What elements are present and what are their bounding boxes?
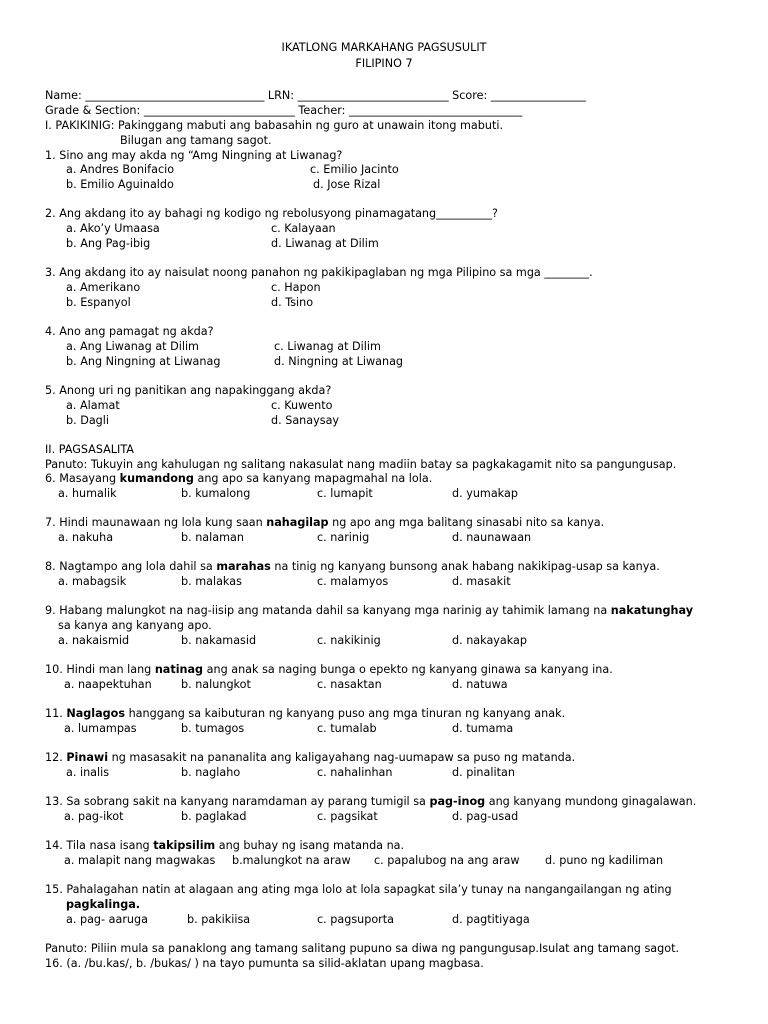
q7-choice-d: d. naunawaan	[452, 531, 532, 544]
q4-choice-a: a. Ang Liwanag at Dilim	[66, 340, 199, 353]
q12-choice-d: d. pinalitan	[452, 766, 515, 779]
q5-choice-c: c. Kuwento	[271, 399, 333, 412]
question-6-stem: 6. Masayang kumandong ang apo sa kanyang mapagmahal na lola.	[45, 472, 433, 485]
emphasized-word: natinag	[154, 663, 204, 676]
q11-choice-c: c. tumalab	[317, 722, 377, 735]
q1-choice-d: d. Jose Rizal	[313, 178, 381, 191]
part1-subinstruction: Bilugan ang tamang sagot.	[120, 134, 272, 147]
q3-choice-d: d. Tsino	[271, 296, 314, 309]
q8-choice-c: c. malamyos	[317, 575, 389, 588]
q3-choice-b: b. Espanyol	[66, 296, 131, 309]
emphasized-word: kumandong	[119, 472, 194, 485]
q14-choice-a: a. malapit nang magwakas	[64, 854, 216, 867]
emphasized-word: nakatunghay	[610, 604, 693, 617]
q2-choice-c: c. Kalayaan	[271, 222, 336, 235]
q12-choice-b: b. naglaho	[181, 766, 241, 779]
q14-choice-b: b.malungkot na araw	[232, 854, 351, 867]
q7-choice-b: b. nalaman	[181, 531, 244, 544]
q5-choice-b: b. Dagli	[66, 414, 110, 427]
question-7-stem: 7. Hindi maunawaan ng lola kung saan nahagilap ng apo ang mga balitang sinasabi nito sa kanya.	[45, 516, 605, 529]
q13-choice-b: b. paglakad	[181, 810, 247, 823]
q9-choice-d: d. nakayakap	[452, 634, 528, 647]
q15-choice-b: b. pakikiisa	[187, 913, 251, 926]
q10-choice-a: a. naapektuhan	[64, 678, 152, 691]
q2-choice-a: a. Ako’y Umaasa	[66, 222, 160, 235]
part1-heading: I. PAKIKINIG: Pakinggang mabuti ang babasahin ng guro at unawain itong mabuti.	[45, 119, 504, 132]
emphasized-word: Naglagos	[66, 707, 126, 720]
q2-choice-b: b. Ang Pag-ibig	[66, 237, 151, 250]
question-4-stem: 4. Ano ang pamagat ng akda?	[45, 325, 214, 338]
question-3-stem: 3. Ang akdang ito ay naisulat noong panahon ng pakikipaglaban ng mga Pilipino sa mga ________.	[45, 266, 593, 279]
q13-choice-a: a. pag-ikot	[64, 810, 124, 823]
q8-choice-b: b. malakas	[181, 575, 242, 588]
question-11-stem: 11. Naglagos hanggang sa kaibuturan ng kanyang puso ang mga tinuran ng kanyang anak.	[45, 707, 566, 720]
question-8-stem: 8. Nagtampo ang lola dahil sa marahas na tinig ng kanyang bunsong anak habang nakikipag-usap sa kanya.	[45, 560, 660, 573]
part2-instruction: Panuto: Tukuyin ang kahulugan ng salitang nakasulat nang madiin batay sa pagkakagamit nito sa pangungusap.	[45, 458, 677, 471]
q7-choice-c: c. narinig	[317, 531, 370, 544]
q8-choice-d: d. masakit	[452, 575, 511, 588]
q8-choice-a: a. mabagsik	[58, 575, 127, 588]
q11-choice-d: d. tumama	[452, 722, 514, 735]
emphasized-word: takipsilim	[153, 839, 216, 852]
q5-choice-d: d. Sanaysay	[271, 414, 340, 427]
q10-choice-c: c. nasaktan	[317, 678, 382, 691]
q3-choice-c: c. Hapon	[271, 281, 321, 294]
q10-choice-d: d. natuwa	[452, 678, 508, 691]
part3-instruction: Panuto: Piliin mula sa panaklong ang tamang salitang pupuno sa diwa ng pangungusap.Isulat ang tamang sagot.	[45, 942, 680, 955]
q10-choice-b: b. nalungkot	[181, 678, 251, 691]
question-5-stem: 5. Anong uri ng panitikan ang napakinggang akda?	[45, 384, 332, 397]
q1-choice-c: c. Emilio Jacinto	[310, 163, 399, 176]
q12-choice-c: c. nahalinhan	[317, 766, 393, 779]
exam-subject: FILIPINO 7	[355, 57, 413, 70]
question-2-stem: 2. Ang akdang ito ay bahagi ng kodigo ng rebolusyong pinamagatang__________?	[45, 207, 499, 220]
question-9-stem-continued: sa kanya ang kanyang apo.	[58, 619, 212, 632]
q6-choice-b: b. kumalong	[181, 487, 251, 500]
emphasized-word: Pinawi	[66, 751, 109, 764]
q11-choice-a: a. lumampas	[64, 722, 137, 735]
q15-choice-a: a. pag- aaruga	[66, 913, 148, 926]
grade-teacher-field: Grade & Section: ___________________________ Teacher: _______________________________	[45, 104, 523, 117]
q15-choice-c: c. pagsuporta	[317, 913, 395, 926]
question-14-stem: 14. Tila nasa isang takipsilim ang buhay ng isang matanda na.	[45, 839, 405, 852]
q15-choice-d: d. pagtitiyaga	[452, 913, 530, 926]
question-16-stem: 16. (a. /bu.kas/, b. /bukas/ ) na tayo pumunta sa silid-aklatan upang magbasa.	[45, 957, 484, 970]
question-15-stem: 15. Pahalagahan natin at alagaan ang ating mga lolo at lola sapagkat sila’y tunay na nangangailangan ng ating	[45, 883, 672, 896]
emphasized-word: pag-inog	[429, 795, 486, 808]
q1-choice-b: b. Emilio Aguinaldo	[66, 178, 174, 191]
q4-choice-b: b. Ang Ningning at Liwanag	[66, 355, 221, 368]
q9-choice-a: a. nakaismid	[58, 634, 130, 647]
q9-choice-b: b. nakamasid	[181, 634, 257, 647]
question-1-stem: 1. Sino ang may akda ng “Amg Ningning at Liwanag?	[45, 149, 343, 162]
question-15-emphasized-word: pagkalinga.	[66, 898, 140, 911]
q14-choice-d: d. puno ng kadiliman	[545, 854, 664, 867]
q6-choice-d: d. yumakap	[452, 487, 518, 500]
q14-choice-c: c. papalubog na ang araw	[374, 854, 520, 867]
question-10-stem: 10. Hindi man lang natinag ang anak sa naging bunga o epekto ng kanyang ginawa sa kanyang ina.	[45, 663, 613, 676]
q6-choice-a: a. humalik	[58, 487, 117, 500]
q5-choice-a: a. Alamat	[66, 399, 120, 412]
q13-choice-d: d. pag-usad	[452, 810, 519, 823]
q7-choice-a: a. nakuha	[58, 531, 114, 544]
q3-choice-a: a. Amerikano	[66, 281, 141, 294]
q4-choice-d: d. Ningning at Liwanag	[274, 355, 404, 368]
q2-choice-d: d. Liwanag at Dilim	[271, 237, 379, 250]
q11-choice-b: b. tumagos	[181, 722, 245, 735]
q4-choice-c: c. Liwanag at Dilim	[274, 340, 381, 353]
question-13-stem: 13. Sa sobrang sakit na kanyang naramdaman ay parang tumigil sa pag-inog ang kanyang mundong ginagalawan.	[45, 795, 697, 808]
emphasized-word: nahagilap	[266, 516, 329, 529]
question-9-stem: 9. Habang malungkot na nag-iisip ang matanda dahil sa kanyang mga narinig ay tahimik lamang na nakatunghay	[45, 604, 693, 617]
q13-choice-c: c. pagsikat	[317, 810, 378, 823]
q12-choice-a: a. inalis	[66, 766, 110, 779]
question-12-stem: 12. Pinawi ng masasakit na pananalita ang kaligayahang nag-uumapaw sa puso ng matanda.	[45, 751, 576, 764]
q6-choice-c: c. lumapit	[317, 487, 373, 500]
q1-choice-a: a. Andres Bonifacio	[66, 163, 175, 176]
part2-heading: II. PAGSASALITA	[45, 443, 134, 456]
exam-title: IKATLONG MARKAHANG PAGSUSULIT	[281, 41, 487, 54]
q9-choice-c: c. nakikinig	[317, 634, 381, 647]
name-lrn-score-field: Name: ________________________________ LRN: ___________________________ Score: _________________	[45, 89, 586, 102]
emphasized-word: marahas	[216, 560, 271, 573]
